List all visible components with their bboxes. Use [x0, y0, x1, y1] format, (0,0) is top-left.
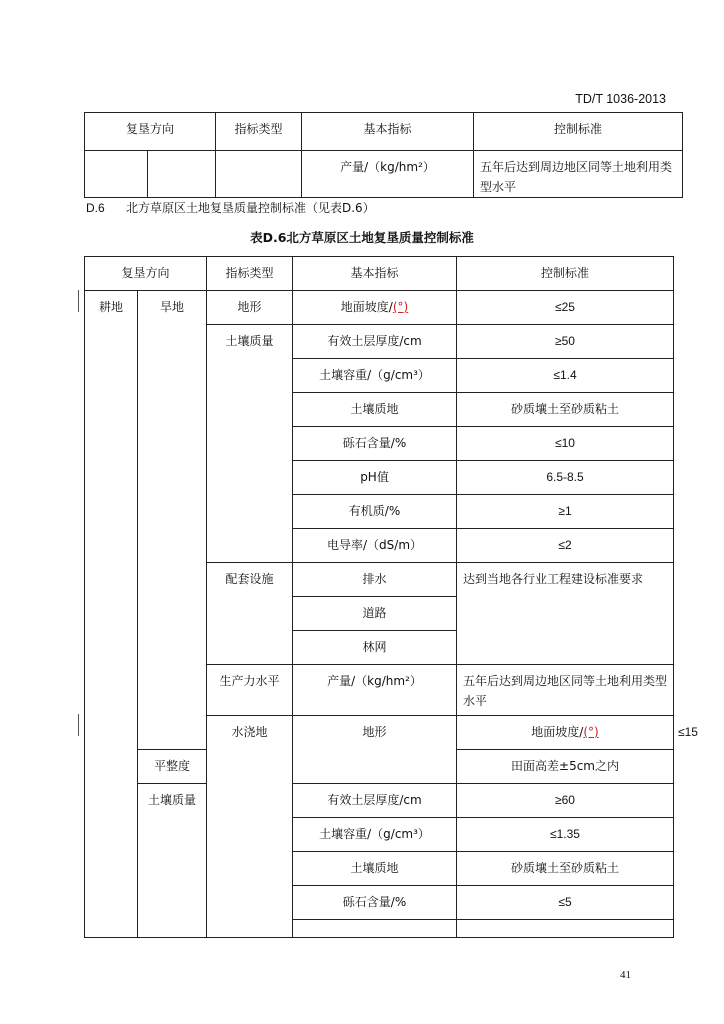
- indicator-cell: 土壤质地: [293, 393, 457, 427]
- empty-cell: [293, 920, 457, 938]
- indicator-cell: 土壤质地: [293, 852, 457, 886]
- indicator-cell: 砾石含量/%: [293, 427, 457, 461]
- standard-cell: 田面高差±5cm之内: [457, 750, 674, 784]
- indicator-cell: 有效土层厚度/cm: [293, 325, 457, 359]
- soil-type-cell: 土壤质量: [207, 325, 293, 563]
- dry-land-cell: 旱地: [138, 291, 207, 750]
- indicator-cell: pH值: [293, 461, 457, 495]
- standard-cell: ≥60: [457, 784, 674, 818]
- standard-cell: 砂质壤土至砂质粘土: [457, 852, 674, 886]
- land-use-cell: 耕地: [85, 291, 138, 938]
- section-number: D.6: [86, 201, 105, 215]
- standard-code: TD/T 1036-2013: [575, 92, 666, 106]
- slope-indicator: 地面坡度/(°): [293, 291, 457, 325]
- empty-cell: [457, 920, 674, 938]
- irrigated-land-cell: 水浇地: [207, 716, 293, 938]
- header-standard: 控制标准: [457, 257, 674, 291]
- standard-cell: ≤1.4: [457, 359, 674, 393]
- facilities-standard: 达到当地各行业工程建设标准要求: [457, 563, 674, 665]
- indicator-cell: 道路: [293, 597, 457, 631]
- header-indicator: 基本指标: [302, 113, 474, 151]
- terrain-type-cell: 地形: [293, 716, 457, 784]
- standard-cell: ≤10: [457, 427, 674, 461]
- table-d6: 复垦方向 指标类型 基本指标 控制标准 耕地 旱地 地形 地面坡度/(°) ≤25 土壤质量 有效土层厚度/cm ≥50 土壤容重/（g/cm³） ≤1.4 土壤质地 砂质壤土至砂质粘土 砾石含量/% ≤10 pH值 6.5-8.5 有机质/% ≥1 电导率/（dS/m） ≤2 配套设施 排水 达到当地各行业工程建设标准要求 道路 林网 生产力水平 产量/（kg/hm²） 五年后达到周边地区同等土地利用类型水平 水浇地 地形 地面坡度/(°) ≤15 平整度 田面高差±5cm之内 土壤质量 有效土层厚度/cm ≥60 土壤容重/（g/cm³） ≤1.35 土壤质地 砂质壤土至砂质粘土 砾石含量/% ≤5: [84, 256, 674, 938]
- page-number: 41: [620, 969, 631, 981]
- indicator-cell: 林网: [293, 631, 457, 665]
- empty-cell: [85, 151, 148, 198]
- empty-cell: [148, 151, 216, 198]
- header-type: 指标类型: [216, 113, 302, 151]
- indicator-cell: 排水: [293, 563, 457, 597]
- revision-mark: [78, 290, 79, 312]
- slope-standard: ≤25: [457, 291, 674, 325]
- revision-mark: [78, 714, 79, 736]
- standard-cell: ≤2: [457, 529, 674, 563]
- header-direction: 复垦方向: [85, 257, 207, 291]
- standard-cell: 6.5-8.5: [457, 461, 674, 495]
- standard-cell: ≥50: [457, 325, 674, 359]
- indicator-cell: 产量/（kg/hm²）: [293, 665, 457, 716]
- section-heading: [86, 199, 375, 216]
- facilities-type-cell: 配套设施: [207, 563, 293, 665]
- indicator-cell: 有机质/%: [293, 495, 457, 529]
- continued-table: [84, 112, 683, 198]
- indicator-cell: 砾石含量/%: [293, 886, 457, 920]
- indicator-cell: 土壤容重/（g/cm³）: [293, 818, 457, 852]
- standard-cell: ≤1.35: [457, 818, 674, 852]
- indicator-cell: 产量/（kg/hm²）: [302, 151, 474, 198]
- soil-type-cell: 土壤质量: [138, 784, 207, 938]
- indicator-cell: 土壤容重/（g/cm³）: [293, 359, 457, 393]
- standard-cell: ≥1: [457, 495, 674, 529]
- standard-cell: 砂质壤土至砂质粘土: [457, 393, 674, 427]
- indicator-cell: 有效土层厚度/cm: [293, 784, 457, 818]
- indicator-cell: 电导率/（dS/m）: [293, 529, 457, 563]
- terrain-type-cell: 地形: [207, 291, 293, 325]
- empty-cell: [216, 151, 302, 198]
- section-title: 北方草原区土地复垦质量控制标准（见表D.6）: [126, 201, 375, 215]
- table-caption: 表D.6北方草原区土地复垦质量控制标准: [250, 230, 474, 245]
- slope-unit: (°): [583, 725, 599, 739]
- header-standard: 控制标准: [474, 113, 683, 151]
- standard-cell: 五年后达到周边地区同等土地利用类型水平: [457, 665, 674, 716]
- productivity-type-cell: 生产力水平: [207, 665, 293, 716]
- header-type: 指标类型: [207, 257, 293, 291]
- header-direction: 复垦方向: [85, 113, 216, 151]
- standard-cell: 五年后达到周边地区同等土地利用类型水平: [474, 151, 683, 198]
- slope-unit: (°): [392, 300, 409, 314]
- slope-indicator: 地面坡度/(°): [457, 716, 674, 750]
- header-indicator: 基本指标: [293, 257, 457, 291]
- indicator-cell: 平整度: [138, 750, 207, 784]
- standard-cell: ≤5: [457, 886, 674, 920]
